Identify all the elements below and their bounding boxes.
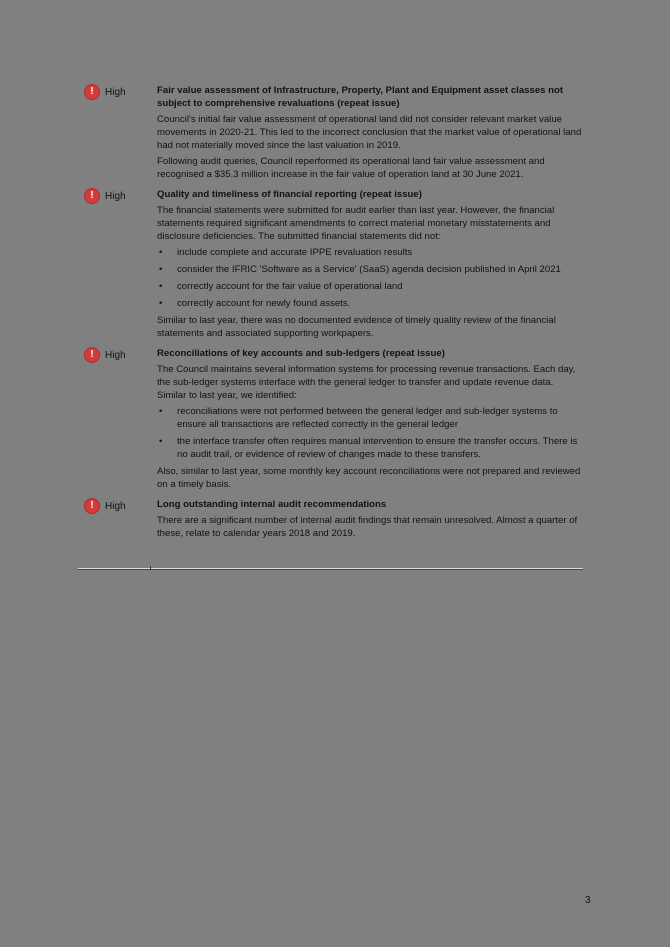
bullet-item: [157, 405, 582, 431]
risk-rating-label: High: [105, 86, 126, 98]
bullet-item: [157, 263, 582, 276]
page-number: 3: [585, 895, 591, 906]
finding-body: [157, 84, 582, 184]
risk-rating-label: High: [105, 190, 126, 202]
table-bottom-rule: [78, 568, 583, 570]
bullet-icon: •: [159, 298, 163, 309]
bullet-item: [157, 246, 582, 259]
risk-rating: [82, 188, 157, 204]
finding-title: Reconciliations of key accounts and sub-ledgers (repeat issue): [157, 348, 445, 359]
finding-intro: The Council maintains several information systems for processing revenue transactions. Each day, the sub-ledger systems interface with the general ledger to transfer and update revenue data. Similar to last year, we identified:: [157, 364, 576, 401]
finding-outro: Also, similar to last year, some monthly key account reconciliations were not prepared and reviewed on a timely basis.: [157, 466, 581, 490]
finding-title: Long outstanding internal audit recommendations: [157, 499, 387, 510]
finding-paragraph: Following audit queries, Council reperformed its operational land fair value assessment and recognised a $35.3 million increase in the fair value of operation land at 30 June 2021.: [157, 156, 545, 180]
bullet-text: correctly account for the fair value of operational land: [177, 281, 403, 292]
finding-title: Quality and timeliness of financial reporting (repeat issue): [157, 189, 422, 200]
bullet-item: [157, 297, 582, 310]
finding-body: [157, 498, 582, 543]
risk-rating-label: High: [105, 500, 126, 512]
finding-paragraph: There are a significant number of internal audit findings that remain unresolved. Almost a quarter of these, relate to calendar years 2018 and 2019.: [157, 515, 578, 539]
finding-row: [82, 84, 582, 184]
finding-bullet-list: [157, 246, 582, 310]
finding-row: [82, 188, 582, 343]
finding-outro: Similar to last year, there was no documented evidence of timely quality review of the financial statements and associated supporting workpapers.: [157, 315, 556, 339]
alert-exclamation-icon: !: [84, 347, 100, 363]
risk-rating: [82, 498, 157, 514]
bullet-text: the interface transfer often requires manual intervention to ensure the transfer occurs. There is no audit trail, or evidence of review of changes made to these transfers.: [177, 436, 578, 460]
bullet-text: consider the IFRIC 'Software as a Service' (SaaS) agenda decision published in April 2021: [177, 264, 561, 275]
alert-exclamation-icon: !: [84, 498, 100, 514]
risk-rating-label: High: [105, 349, 126, 361]
finding-intro: The financial statements were submitted for audit earlier than last year. However, the financial statements required significant amendments to correct material monetary misstatements and disclosure deficiencies. The submitted financial statements did not:: [157, 205, 555, 242]
bullet-item: [157, 435, 582, 461]
finding-body: [157, 188, 582, 343]
bullet-icon: •: [159, 281, 163, 292]
risk-rating: [82, 347, 157, 363]
finding-bullet-list: [157, 405, 582, 461]
finding-row: [82, 347, 582, 494]
finding-body: [157, 347, 582, 494]
finding-paragraph: Council's initial fair value assessment of operational land did not consider relevant market value movements in 2020-21. This led to the incorrect conclusion that the market value of operational land had not materially moved since the last valuation in 2019.: [157, 114, 582, 151]
risk-rating: [82, 84, 157, 100]
bullet-icon: •: [159, 406, 163, 417]
bullet-text: include complete and accurate IPPE revaluation results: [177, 247, 413, 258]
finding-row: [82, 498, 582, 543]
bullet-item: [157, 280, 582, 293]
bullet-icon: •: [159, 264, 163, 275]
bullet-icon: •: [159, 247, 163, 258]
findings-table: [82, 84, 582, 547]
finding-title: Fair value assessment of Infrastructure, Property, Plant and Equipment asset classes not subject to comprehensive revaluations (repeat issue): [157, 85, 564, 109]
bullet-icon: •: [159, 436, 163, 447]
bullet-text: correctly account for newly found assets.: [177, 298, 351, 309]
column-divider-tick: [150, 566, 151, 570]
alert-exclamation-icon: !: [84, 84, 100, 100]
alert-exclamation-icon: !: [84, 188, 100, 204]
bullet-text: reconciliations were not performed between the general ledger and sub-ledger systems to ensure all transactions are reflected correctly in the general ledger: [177, 406, 558, 430]
